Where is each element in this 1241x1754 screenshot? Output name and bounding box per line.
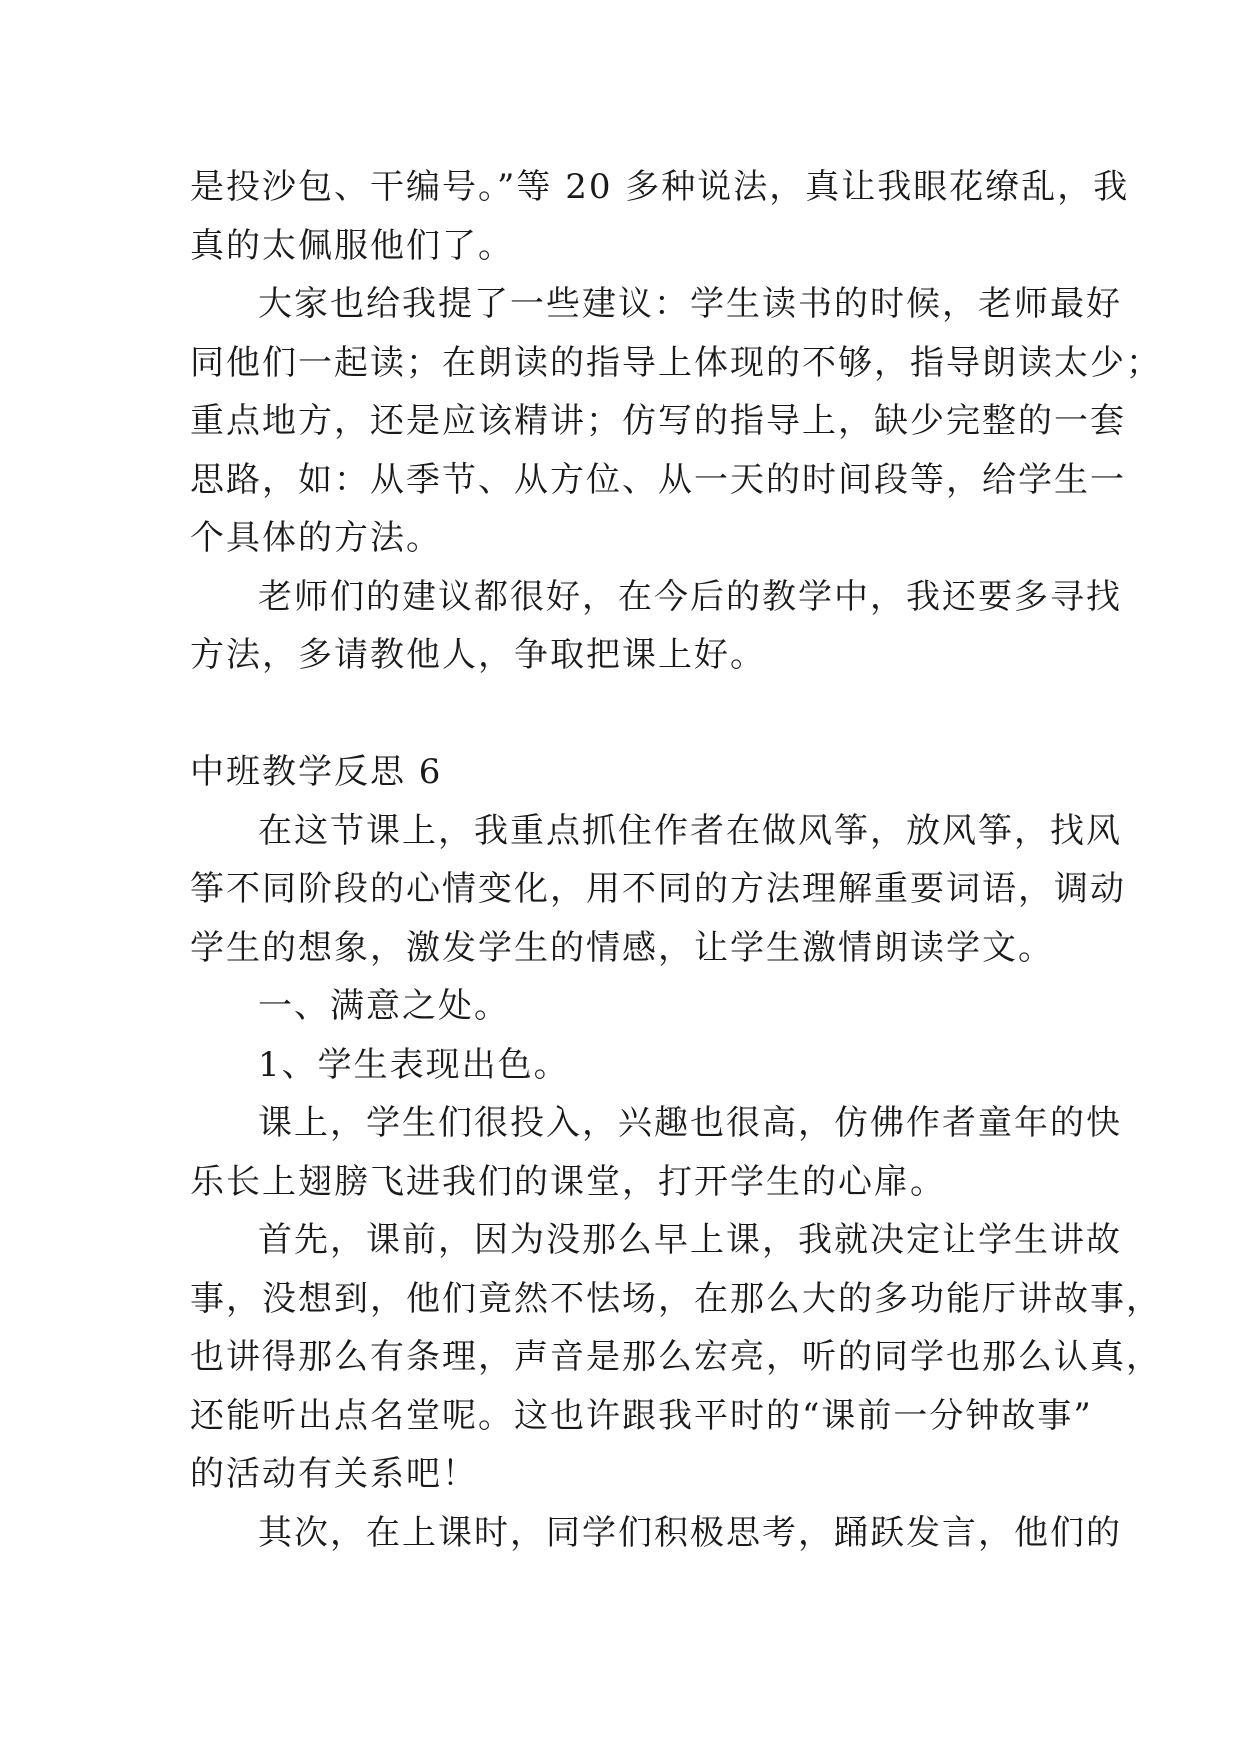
- text-line: 首先，课前，因为没那么早上课，我就决定让学生讲故: [258, 1220, 1122, 1260]
- text-line: 思路，如：从季节、从方位、从一天的时间段等，给学生一: [190, 459, 1126, 500]
- text-line: 个具体的方法。: [190, 518, 442, 558]
- text-line: 一、满意之处。: [258, 986, 510, 1026]
- document-body: [190, 158, 1162, 1562]
- section-heading: 中班教学反思 6: [190, 752, 443, 792]
- text-line: 筝不同阶段的心情变化，用不同的方法理解重要词语，调动: [190, 869, 1126, 909]
- text-line: 事，没想到，他们竟然不怯场，在那么大的多功能厅讲故事，: [190, 1278, 1162, 1319]
- text-line: 在这节课上，我重点抓住作者在做风筝，放风筝，找风: [258, 810, 1122, 851]
- text-line: 大家也给我提了一些建议：学生读书的时候，老师最好: [258, 284, 1122, 324]
- text-line: 老师们的建议都很好，在今后的教学中，我还要多寻找: [258, 576, 1122, 617]
- text-line: 乐长上翅膀飞进我们的课堂，打开学生的心扉。: [190, 1161, 946, 1202]
- text-line: 同他们一起读；在朗读的指导上体现的不够，指导朗读太少；: [190, 342, 1162, 383]
- text-line: 课上，学生们很投入，兴趣也很高，仿佛作者童年的快: [258, 1103, 1122, 1143]
- text-line: 1、学生表现出色。: [258, 1044, 570, 1085]
- text-line: 其次，在上课时，同学们积极思考，踊跃发言，他们的: [258, 1512, 1122, 1553]
- text-line: 还能听出点名堂呢。这也许跟我平时的“课前一分钟故事”: [190, 1395, 1093, 1436]
- text-line: 方法，多请教他人，争取把课上好。: [190, 635, 766, 675]
- text-line: 是投沙包、干编号。”等 20 多种说法，真让我眼花缭乱，我: [190, 167, 1130, 207]
- text-line: 学生的想象，激发学生的情感，让学生激情朗读学文。: [190, 927, 1054, 968]
- text-line: 重点地方，还是应该精讲；仿写的指导上，缺少完整的一套: [190, 401, 1126, 441]
- text-line: 也讲得那么有条理，声音是那么宏亮，听的同学也那么认真，: [190, 1337, 1162, 1377]
- text-line: 真的太佩服他们了。: [190, 225, 514, 266]
- text-line: 的活动有关系吧！: [190, 1454, 478, 1494]
